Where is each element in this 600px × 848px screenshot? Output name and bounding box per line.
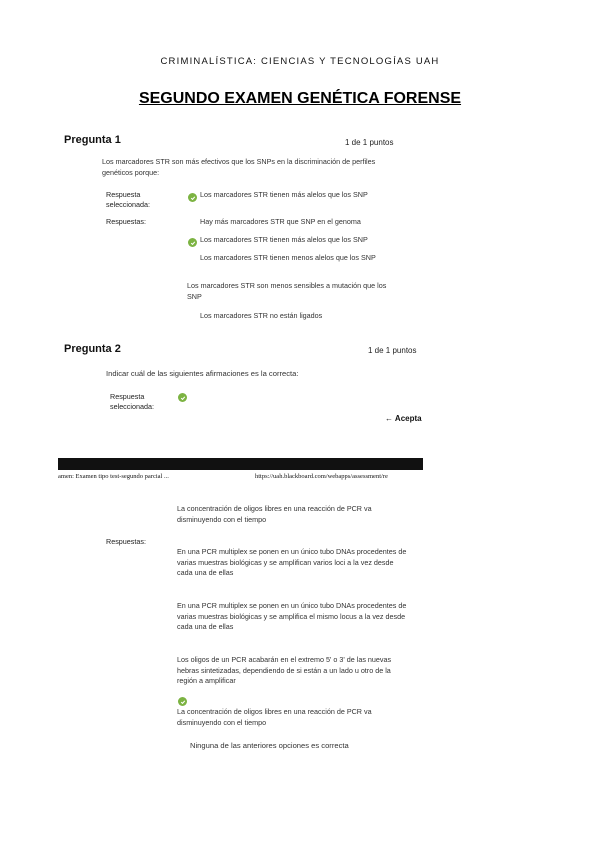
answer-option: La concentración de oligos libres en una reacción de PCR va disminuyendo con el tiempo [177, 707, 372, 727]
question-2-points: 1 de 1 puntos [368, 346, 417, 355]
answer-option: Los oligos de un PCR acabarán en el extremo 5' o 3' de las nuevas hebras sintetizadas, dependiendo de si están a un lado u otro de la región a amplificar [177, 655, 392, 685]
answer-option: En una PCR multiplex se ponen en un único tubo DNAs procedentes de varias muestras biológicas y se amplifica el mismo locus a la vez desde cada una de ellas [177, 601, 407, 631]
check-icon [178, 697, 187, 706]
check-icon [188, 238, 197, 247]
question-1-text: Los marcadores STR son más efectivos que los SNPs en la discriminación de perfiles genéticos porque: [102, 157, 376, 177]
answer-option: Ninguna de las anteriores opciones es correcta [190, 741, 349, 750]
course-header: CRIMINALÍSTICA: CIENCIAS Y TECNOLOGÍAS UAH [160, 56, 440, 67]
question-2-text: Indicar cuál de las siguientes afirmaciones es la correcta: [106, 369, 299, 378]
check-icon [188, 193, 197, 202]
question-1-title: Pregunta 1 [64, 134, 121, 146]
selected-answer-label: Respuesta seleccionada: [106, 190, 150, 209]
answer-option: En una PCR multiplex se ponen en un único tubo DNAs procedentes de varias muestras biológicas y se amplifican varios loci a la vez desde cada una de ellas [177, 547, 407, 577]
question-1-selected-answer: Los marcadores STR tienen más alelos que los SNP [200, 190, 368, 199]
browser-url: https://uah.blackboard.com/webapps/assessment/re [255, 473, 388, 480]
answer-option: Los marcadores STR tienen menos alelos que los SNP [200, 253, 376, 262]
question-2-title: Pregunta 2 [64, 343, 121, 355]
page-title: SEGUNDO EXAMEN GENÉTICA FORENSE [138, 90, 462, 107]
answers-label: Respuestas: [106, 217, 146, 226]
question-2-selected-answer: La concentración de oligos libres en una reacción de PCR va disminuyendo con el tiempo [177, 504, 372, 524]
answers-label: Respuestas: [106, 537, 146, 546]
answer-option: Los marcadores STR son menos sensibles a mutación que los SNP [187, 281, 387, 301]
answer-option: Hay más marcadores STR que SNP en el genoma [200, 217, 361, 226]
accept-link[interactable]: ← Acepta [385, 414, 422, 423]
browser-url-bar[interactable] [58, 473, 423, 483]
answer-option: Los marcadores STR no están ligados [200, 311, 323, 320]
check-icon [178, 393, 187, 402]
selected-answer-label: Respuesta seleccionada: [110, 392, 154, 411]
browser-tab-bar [58, 458, 423, 470]
browser-tab-title: amen: Examen tipo test-segundo parcial ... [58, 473, 169, 480]
answer-option: Los marcadores STR tienen más alelos que los SNP [200, 235, 368, 244]
question-1-points: 1 de 1 puntos [345, 138, 394, 147]
